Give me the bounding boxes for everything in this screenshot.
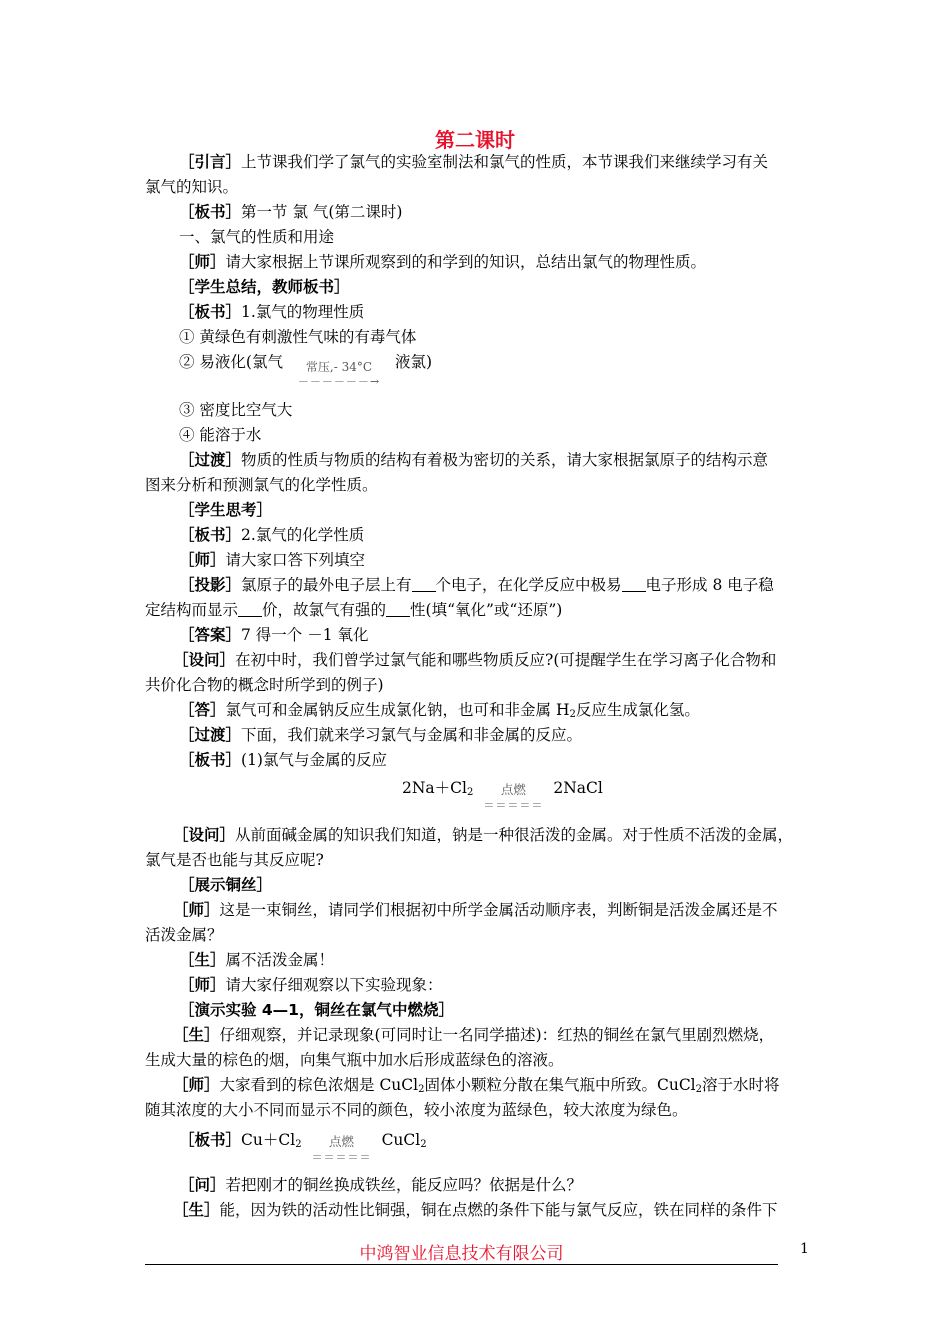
label-banshu: ［板书］ — [179, 526, 242, 544]
reaction-condition — [302, 1129, 382, 1164]
paragraph-banshu — [145, 300, 845, 325]
footer-rule — [145, 1264, 778, 1265]
paragraph-think — [145, 498, 845, 523]
paragraph-intro — [145, 150, 845, 175]
page-title: 第二课时 — [435, 128, 515, 152]
text-line: 氯原子的最外电子层上有 — [241, 576, 412, 594]
paragraph-touying — [145, 573, 845, 598]
text-line: 氯气可和金属钠反应生成氯化钠，也可和非金属 H — [225, 701, 570, 719]
reaction-condition — [473, 777, 553, 812]
text-line: 若把刚才的铜丝换成铁丝，能反应吗？依据是什么？ — [225, 1176, 583, 1194]
paragraph-sheng — [145, 1198, 839, 1223]
text-line: 这是一束铜丝，请同学们根据初中所学金属活动顺序表，判断铜是活泼金属还是不 — [219, 901, 778, 919]
paragraph-guodu — [145, 723, 845, 748]
text-line: 大家看到的棕色浓烟是 CuCl — [219, 1076, 419, 1094]
paragraph-guodu — [145, 448, 845, 473]
label-shi: ［师］ — [173, 901, 220, 919]
text-line: 溶于水时将 — [702, 1076, 780, 1094]
equation-left: Cu＋Cl — [241, 1131, 296, 1149]
text-line: 定结构而显示 — [145, 601, 239, 619]
reaction-arrow — [283, 355, 395, 388]
text-line: 反应生成氯化氢。 — [575, 701, 700, 719]
label-da: ［答］ — [179, 701, 226, 719]
text-line: ③ 密度比空气大 — [179, 401, 293, 419]
page-number: 1 — [800, 1241, 809, 1257]
text-line: 价，故氯气有强的 — [262, 601, 387, 619]
label-daan: ［答案］ — [179, 626, 242, 644]
paragraph-daan — [145, 623, 845, 648]
arrow-line: －－－－－－→ — [297, 375, 381, 388]
paragraph-shewen — [145, 648, 839, 673]
paragraph-banshu — [145, 748, 845, 773]
label-wen: ［问］ — [179, 1176, 226, 1194]
text-line: 一、氯气的性质和用途 — [179, 228, 335, 246]
equation-right: 2NaCl — [553, 779, 603, 797]
text-line: ② 易液化(氯气 — [179, 353, 283, 371]
equation-cu-cl — [145, 1128, 845, 1164]
subscript: 2 — [695, 1084, 703, 1095]
text-line: 1.氯气的物理性质 — [241, 303, 365, 321]
condition-text: 点燃 — [329, 1134, 355, 1149]
fill-blank — [622, 577, 646, 592]
label-show-wire: ［展示铜丝］ — [179, 876, 273, 894]
label-banshu: ［板书］ — [179, 203, 242, 221]
text-line: 性(填“氧化”或“还原”) — [410, 601, 563, 619]
label-sheng: ［生］ — [179, 951, 226, 969]
fill-blank — [238, 602, 262, 617]
text-line: ① 黄绿色有刺激性气味的有毒气体 — [179, 328, 417, 346]
text-line: 仔细观察，并记录现象(可同时让一名同学描述)：红热的铜丝在氯气里剧烈燃烧， — [219, 1026, 775, 1044]
subscript: 2 — [420, 1139, 427, 1150]
text-line: 图来分析和预测氯气的化学性质。 — [145, 476, 378, 494]
equation-na-cl — [145, 776, 950, 812]
paragraph-banshu — [145, 523, 845, 548]
label-shewen: ［设问］ — [173, 651, 236, 669]
paragraph-shewen — [145, 823, 839, 848]
paragraph-shi — [145, 548, 845, 573]
label-banshu: ［板书］ — [179, 1131, 242, 1149]
paragraph-wen — [145, 1173, 845, 1198]
paragraph-shi — [145, 898, 839, 923]
label-sheng: ［生］ — [173, 1201, 220, 1219]
label-banshu: ［板书］ — [179, 303, 242, 321]
text-line: 氯气是否也能与其反应呢? — [145, 851, 324, 869]
paragraph-touying-cont — [145, 598, 811, 623]
equation-right: CuCl — [381, 1131, 421, 1149]
subscript: 2 — [569, 709, 576, 720]
text-line: 从前面碱金属的知识我们知道，钠是一种很活泼的金属。对于性质不活泼的金属， — [235, 826, 794, 844]
text-line: (1)氯气与金属的反应 — [241, 751, 387, 769]
condition-text: 点燃 — [500, 782, 526, 797]
text-line: 氯气的知识。 — [145, 178, 239, 196]
paragraph-sheng — [145, 948, 845, 973]
text-line: 第一节 氯 气(第二课时) — [241, 203, 403, 221]
text-line: 共价化合物的概念时所学到的例子) — [145, 676, 384, 694]
label-shi: ［师］ — [179, 976, 226, 994]
fill-blank — [386, 602, 410, 617]
text-line: 属不活泼金属！ — [225, 951, 335, 969]
label-guodu: ［过渡］ — [179, 726, 242, 744]
footer-company: 中鸿智业信息技术有限公司 — [359, 1244, 564, 1264]
paragraph-demo — [145, 998, 845, 1023]
text-line: 活泼金属？ — [145, 926, 223, 944]
label-guodu: ［过渡］ — [179, 451, 242, 469]
paragraph-show — [145, 873, 845, 898]
label-shewen: ［设问］ — [173, 826, 236, 844]
text-line: 能，因为铁的活动性比铜强，铜在点燃的条件下能与氯气反应，铁在同样的条件下 — [219, 1201, 778, 1219]
text-line: 在初中时，我们曾学过氯气能和哪些物质反应?(可提醒学生在学习离子化合物和 — [235, 651, 777, 669]
text-line: ④ 能溶于水 — [179, 426, 262, 444]
paragraph-shi — [145, 250, 845, 275]
equals-line: ＝＝＝＝＝ — [483, 799, 544, 812]
subscript: 2 — [295, 1139, 302, 1150]
text-line: 生成大量的棕色的烟，向集气瓶中加水后形成蓝绿色的溶液。 — [145, 1051, 564, 1069]
text-line: 下面，我们就来学习氯气与金属和非金属的反应。 — [241, 726, 583, 744]
paragraph-sheng — [145, 1023, 839, 1048]
paragraph-liquefy — [145, 350, 845, 388]
label-shi: ［师］ — [173, 1076, 220, 1094]
text-line: 请大家根据上节课所观察到的和学到的知识，总结出氯气的物理性质。 — [225, 253, 707, 271]
text-line: 液氯) — [394, 353, 433, 371]
fill-blank — [412, 577, 436, 592]
text-line: 7 得一个 －1 氧化 — [241, 626, 369, 644]
label-summary: ［学生总结，教师板书］ — [179, 278, 350, 296]
label-shi: ［师］ — [179, 253, 226, 271]
text-line: 随其浓度的大小不同而显示不同的颜色，较小浓度为蓝绿色，较大浓度为绿色。 — [145, 1101, 688, 1119]
label-yinyan: ［引言］ — [179, 153, 242, 171]
label-banshu: ［板书］ — [179, 751, 242, 769]
text-line: 固体小颗粒分散在集气瓶中所致。CuCl — [424, 1076, 696, 1094]
label-think: ［学生思考］ — [179, 501, 273, 519]
text-line: 请大家口答下列填空 — [225, 551, 366, 569]
text-line: 2.氯气的化学性质 — [241, 526, 365, 544]
paragraph-shi — [145, 973, 845, 998]
equation-left: 2Na＋Cl — [402, 779, 467, 797]
text-line: 上节课我们学了氯气的实验室制法和氯气的性质，本节课我们来继续学习有关 — [241, 153, 769, 171]
text-line: 个电子，在化学反应中极易 — [435, 576, 622, 594]
text-line: 请大家仔细观察以下实验现象： — [225, 976, 443, 994]
subscript: 2 — [418, 1084, 425, 1095]
subscript: 2 — [466, 787, 474, 798]
arrow-condition: 常压,- 34°C — [305, 360, 373, 374]
label-demo: ［演示实验 4—1，铜丝在氯气中燃烧］ — [179, 1001, 454, 1019]
text-line: 电子形成 8 电子稳 — [645, 576, 774, 594]
paragraph-banshu — [145, 200, 845, 225]
text-line: 物质的性质与物质的结构有着极为密切的关系，请大家根据氯原子的结构示意 — [241, 451, 769, 469]
paragraph-summary-heading — [145, 275, 845, 300]
equals-line: ＝＝＝＝＝ — [311, 1151, 372, 1164]
label-shi: ［师］ — [179, 551, 226, 569]
label-touying: ［投影］ — [179, 576, 242, 594]
label-sheng: ［生］ — [173, 1026, 220, 1044]
